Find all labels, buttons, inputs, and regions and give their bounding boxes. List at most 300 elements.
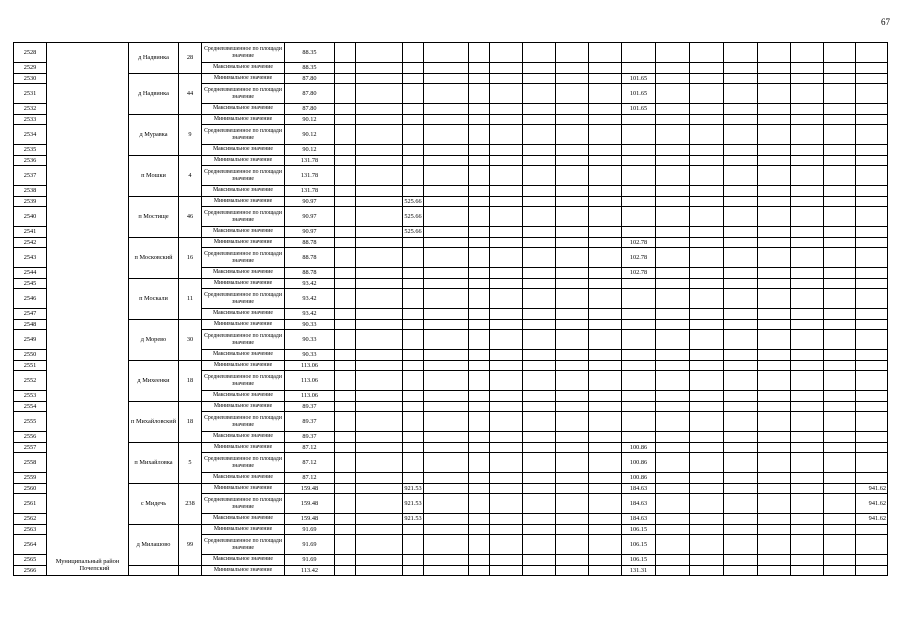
value-cell (424, 453, 469, 473)
value-c2 (622, 114, 656, 125)
value-cell (656, 125, 690, 145)
value-cell (469, 145, 490, 156)
value-cell (724, 432, 758, 443)
value-cell (656, 391, 690, 402)
value-cell (758, 237, 791, 248)
value-cell (469, 289, 490, 309)
value-cell (356, 73, 403, 84)
value-cell (791, 73, 824, 84)
value-cell (791, 442, 824, 453)
value-cell (490, 391, 523, 402)
value-cell (469, 268, 490, 279)
value-cell (824, 186, 856, 197)
value-cell (335, 166, 356, 186)
settlement-count: 28 (179, 43, 202, 74)
value-cell (758, 125, 791, 145)
value-main: 91.69 (285, 524, 335, 535)
value-c1: 921.53 (404, 484, 422, 492)
value-cell (335, 125, 356, 145)
value-cell (356, 248, 403, 268)
value-cell (490, 535, 523, 555)
value-cell (356, 535, 403, 555)
value-cell (424, 237, 469, 248)
table-row (14, 442, 888, 453)
value-cell (335, 350, 356, 361)
value-cell (656, 524, 690, 535)
row-id: 2561 (14, 494, 47, 514)
value-main: 113.06 (285, 391, 335, 402)
settlement-count: 9 (179, 114, 202, 155)
value-cell (758, 309, 791, 320)
value-cell (523, 248, 556, 268)
value-cell (589, 309, 622, 320)
value-cell (824, 453, 856, 473)
value-c2: 106.15 (622, 535, 656, 555)
value-c2 (622, 155, 656, 166)
row-id: 2538 (14, 186, 47, 197)
value-cell (758, 535, 791, 555)
value-type: Минимальное значение (202, 73, 285, 84)
value-cell (490, 453, 523, 473)
value-cell (758, 371, 791, 391)
value-type: Минимальное значение (202, 319, 285, 330)
value-cell (758, 319, 791, 330)
value-cell (824, 371, 856, 391)
value-cell (335, 186, 356, 197)
value-cell (490, 555, 523, 566)
value-cell (656, 268, 690, 279)
value-type: Максимальное значение (202, 268, 285, 279)
value-c3 (856, 371, 888, 391)
value-cell (758, 442, 791, 453)
value-cell (589, 114, 622, 125)
value-cell (424, 155, 469, 166)
value-cell (556, 289, 589, 309)
value-cell (791, 104, 824, 115)
value-cell (490, 319, 523, 330)
value-type: Средневзвешенное по площади значение (202, 330, 285, 350)
value-cell (424, 207, 469, 227)
value-cell (824, 166, 856, 186)
value-type: Средневзвешенное по площади значение (202, 125, 285, 145)
value-cell (724, 248, 758, 268)
value-cell (469, 278, 490, 289)
value-cell (824, 196, 856, 207)
value-cell (523, 483, 556, 494)
value-cell (758, 207, 791, 227)
settlement-name: д Михеенки (129, 360, 179, 401)
value-c1: 525.66 (403, 207, 424, 227)
value-cell (724, 535, 758, 555)
value-type: Минимальное значение (202, 524, 285, 535)
value-cell (791, 145, 824, 156)
value-main: 90.97 (285, 227, 335, 238)
value-cell (523, 227, 556, 238)
value-c3 (856, 63, 888, 74)
value-type: Минимальное значение (202, 155, 285, 166)
value-cell (356, 432, 403, 443)
value-cell (791, 237, 824, 248)
value-cell (335, 63, 356, 74)
value-main: 87.12 (285, 473, 335, 484)
value-main: 90.33 (285, 350, 335, 361)
value-cell (523, 196, 556, 207)
row-id: 2530 (14, 73, 47, 84)
value-cell (656, 350, 690, 361)
value-c3 (856, 104, 888, 115)
value-cell (824, 412, 856, 432)
value-cell (589, 412, 622, 432)
table-row (14, 278, 888, 289)
value-cell (490, 483, 523, 494)
value-c2 (622, 43, 656, 63)
value-main: 90.12 (285, 125, 335, 145)
value-c1 (403, 555, 424, 566)
value-cell (824, 309, 856, 320)
value-cell (556, 155, 589, 166)
value-cell (690, 186, 724, 197)
value-cell (356, 125, 403, 145)
value-cell (490, 114, 523, 125)
value-cell (724, 371, 758, 391)
value-cell (523, 473, 556, 484)
value-type: Средневзвешенное по площади значение (202, 371, 285, 391)
value-cell (556, 330, 589, 350)
value-cell (469, 309, 490, 320)
value-cell (523, 524, 556, 535)
value-cell (690, 309, 724, 320)
value-cell (824, 494, 856, 514)
value-cell (791, 84, 824, 104)
value-cell (424, 63, 469, 74)
value-cell (791, 278, 824, 289)
value-cell (758, 268, 791, 279)
value-cell (469, 207, 490, 227)
value-cell (656, 227, 690, 238)
value-type: Максимальное значение (202, 473, 285, 484)
value-cell (490, 432, 523, 443)
value-cell (758, 401, 791, 412)
value-cell (469, 360, 490, 371)
settlement-count: 99 (179, 524, 202, 565)
value-cell (490, 227, 523, 238)
value-main: 87.80 (285, 104, 335, 115)
value-type: Максимальное значение (202, 63, 285, 74)
value-cell (523, 63, 556, 74)
value-c3 (856, 278, 888, 289)
value-cell (656, 207, 690, 227)
value-cell (490, 196, 523, 207)
value-cell (523, 166, 556, 186)
value-cell (690, 125, 724, 145)
value-cell (589, 186, 622, 197)
value-cell (824, 432, 856, 443)
table-row (14, 196, 888, 207)
value-cell (589, 565, 622, 576)
value-cell (556, 145, 589, 156)
value-cell (523, 330, 556, 350)
value-c2: 101.65 (622, 73, 656, 84)
value-cell (791, 289, 824, 309)
value-cell (523, 535, 556, 555)
value-c1 (403, 350, 424, 361)
value-c1: 921.53 (404, 515, 422, 523)
value-cell (656, 555, 690, 566)
value-cell (424, 483, 469, 494)
value-cell (791, 166, 824, 186)
value-cell (356, 227, 403, 238)
row-id: 2528 (14, 43, 47, 63)
value-cell (335, 412, 356, 432)
value-cell (490, 43, 523, 63)
value-cell (824, 330, 856, 350)
value-cell (758, 330, 791, 350)
value-cell (424, 319, 469, 330)
row-id: 2548 (14, 319, 47, 330)
value-c2: 102.78 (622, 268, 656, 279)
value-cell (824, 535, 856, 555)
value-cell (589, 43, 622, 63)
value-type: Максимальное значение (202, 309, 285, 320)
value-cell (356, 473, 403, 484)
value-type: Средневзвешенное по площади значение (202, 453, 285, 473)
value-type: Средневзвешенное по площади значение (202, 412, 285, 432)
value-cell (690, 432, 724, 443)
value-cell (490, 401, 523, 412)
value-cell (589, 535, 622, 555)
value-c2: 100.86 (622, 453, 656, 473)
value-cell (589, 442, 622, 453)
value-cell (589, 453, 622, 473)
value-type: Средневзвешенное по площади значение (202, 535, 285, 555)
value-type: Средневзвешенное по площади значение (202, 494, 285, 514)
value-c3 (856, 84, 888, 104)
value-cell (791, 155, 824, 166)
value-cell (424, 524, 469, 535)
value-main: 93.42 (285, 278, 335, 289)
value-cell (724, 43, 758, 63)
value-cell (469, 319, 490, 330)
value-cell (424, 350, 469, 361)
value-cell (589, 514, 622, 525)
value-cell (656, 84, 690, 104)
row-id: 2542 (14, 237, 47, 248)
value-c1 (403, 473, 424, 484)
value-c2: 100.86 (622, 442, 656, 453)
value-cell (656, 401, 690, 412)
value-cell (424, 186, 469, 197)
value-cell (556, 237, 589, 248)
value-cell (589, 125, 622, 145)
value-c3 (856, 196, 888, 207)
value-cell (656, 155, 690, 166)
value-cell (335, 442, 356, 453)
value-cell (724, 360, 758, 371)
value-cell (724, 278, 758, 289)
value-cell (469, 565, 490, 576)
row-id: 2566 (14, 565, 47, 576)
value-cell (824, 319, 856, 330)
value-type: Максимальное значение (202, 227, 285, 238)
table-row (14, 237, 888, 248)
value-cell (724, 114, 758, 125)
value-cell (335, 104, 356, 115)
value-cell (490, 442, 523, 453)
value-cell (556, 196, 589, 207)
value-cell (356, 360, 403, 371)
value-cell (824, 360, 856, 371)
value-main: 90.97 (285, 207, 335, 227)
register-table (13, 42, 888, 576)
value-cell (556, 73, 589, 84)
value-c3: 941.62 (856, 494, 888, 514)
value-cell (724, 473, 758, 484)
row-id: 2539 (14, 196, 47, 207)
value-cell (824, 73, 856, 84)
value-cell (469, 483, 490, 494)
value-c3 (856, 319, 888, 330)
row-id: 2537 (14, 166, 47, 186)
value-cell (824, 104, 856, 115)
value-cell (656, 186, 690, 197)
value-cell (335, 155, 356, 166)
row-id: 2534 (14, 125, 47, 145)
value-cell (490, 565, 523, 576)
row-id: 2554 (14, 401, 47, 412)
value-cell (724, 227, 758, 238)
settlement-name: д Надвинка (129, 73, 179, 114)
value-cell (356, 63, 403, 74)
value-cell (656, 289, 690, 309)
value-c3 (856, 73, 888, 84)
value-c1 (403, 84, 424, 104)
value-main: 88.78 (285, 237, 335, 248)
value-c1 (403, 248, 424, 268)
value-cell (523, 555, 556, 566)
value-cell (758, 555, 791, 566)
value-c3 (856, 330, 888, 350)
value-cell (656, 145, 690, 156)
value-cell (356, 207, 403, 227)
value-c1 (403, 289, 424, 309)
value-cell (690, 145, 724, 156)
value-main: 90.33 (285, 330, 335, 350)
value-cell (556, 43, 589, 63)
row-id: 2555 (14, 412, 47, 432)
value-cell (589, 391, 622, 402)
value-cell (556, 371, 589, 391)
value-cell (791, 524, 824, 535)
table-row (14, 43, 888, 63)
value-cell (424, 145, 469, 156)
value-main: 91.69 (285, 555, 335, 566)
value-cell (335, 565, 356, 576)
value-cell (724, 412, 758, 432)
value-c1 (403, 268, 424, 279)
value-cell (335, 145, 356, 156)
value-cell (724, 196, 758, 207)
value-cell (589, 227, 622, 238)
value-cell (424, 432, 469, 443)
value-c1 (403, 73, 424, 84)
value-cell (335, 114, 356, 125)
value-cell (356, 555, 403, 566)
row-id: 2553 (14, 391, 47, 402)
value-cell (356, 155, 403, 166)
value-c2: 102.78 (622, 237, 656, 248)
value-cell (523, 453, 556, 473)
value-cell (758, 360, 791, 371)
value-cell (469, 555, 490, 566)
settlement-count: 18 (179, 360, 202, 401)
value-cell (356, 442, 403, 453)
value-cell (523, 432, 556, 443)
value-c1 (403, 524, 424, 535)
value-cell (424, 278, 469, 289)
value-main: 89.37 (285, 432, 335, 443)
value-c1 (403, 535, 424, 555)
value-cell (469, 166, 490, 186)
row-id: 2562 (14, 514, 47, 525)
value-cell (758, 114, 791, 125)
value-cell (356, 114, 403, 125)
value-c1 (403, 432, 424, 443)
value-c2: 184.63 (622, 514, 656, 525)
value-cell (490, 514, 523, 525)
value-cell (791, 473, 824, 484)
value-main: 159.48 (285, 494, 335, 514)
value-cell (824, 442, 856, 453)
value-cell (824, 555, 856, 566)
value-cell (791, 196, 824, 207)
value-cell (523, 309, 556, 320)
value-cell (556, 125, 589, 145)
value-cell (758, 565, 791, 576)
row-id: 2560 (14, 483, 47, 494)
value-cell (690, 350, 724, 361)
settlement-count: 11 (179, 278, 202, 319)
value-c1 (403, 401, 424, 412)
value-cell (556, 432, 589, 443)
value-cell (724, 401, 758, 412)
value-type: Максимальное значение (202, 145, 285, 156)
value-cell (424, 565, 469, 576)
value-cell (335, 237, 356, 248)
value-cell (589, 432, 622, 443)
row-id: 2544 (14, 268, 47, 279)
value-cell (490, 360, 523, 371)
value-cell (824, 473, 856, 484)
value-cell (656, 514, 690, 525)
value-cell (791, 401, 824, 412)
value-cell (523, 114, 556, 125)
value-cell (724, 73, 758, 84)
value-cell (523, 371, 556, 391)
value-cell (758, 432, 791, 443)
value-cell (589, 268, 622, 279)
value-cell (356, 268, 403, 279)
value-cell (656, 237, 690, 248)
value-c1: 525.66 (404, 197, 422, 205)
value-type: Минимальное значение (202, 114, 285, 125)
value-cell (824, 524, 856, 535)
value-cell (690, 319, 724, 330)
value-cell (335, 524, 356, 535)
value-type: Средневзвешенное по площади значение (202, 248, 285, 268)
value-cell (589, 494, 622, 514)
value-cell (690, 524, 724, 535)
value-cell (335, 555, 356, 566)
